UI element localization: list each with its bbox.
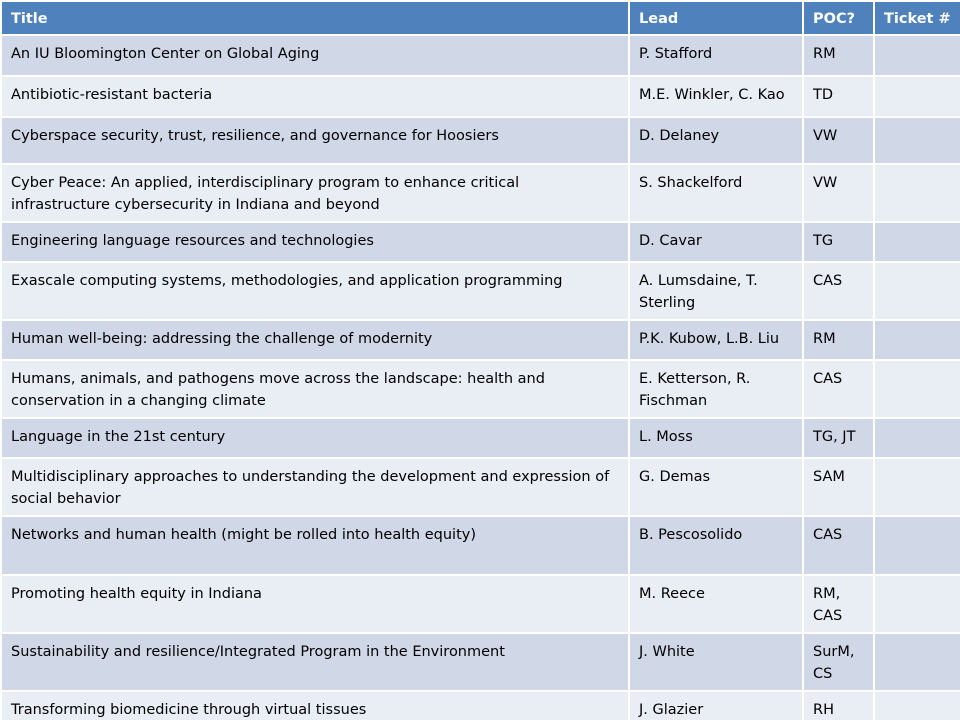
cell-title: Human well-being: addressing the challenge of modernity	[1, 320, 629, 360]
cell-poc: SAM	[803, 458, 874, 516]
table-row	[1, 633, 960, 691]
cell-ticket	[874, 418, 960, 458]
table-row	[1, 320, 960, 360]
cell-ticket	[874, 76, 960, 117]
table-row	[1, 164, 960, 222]
cell-lead: E. Ketterson, R. Fischman	[629, 360, 803, 418]
cell-lead: G. Demas	[629, 458, 803, 516]
table-row	[1, 222, 960, 262]
table-row	[1, 117, 960, 164]
cell-lead: P. Stafford	[629, 35, 803, 76]
cell-lead: D. Cavar	[629, 222, 803, 262]
column-header-lead: Lead	[629, 1, 803, 35]
cell-lead: D. Delaney	[629, 117, 803, 164]
cell-poc: RM	[803, 35, 874, 76]
cell-ticket	[874, 516, 960, 575]
table-row	[1, 458, 960, 516]
cell-lead: P.K. Kubow, L.B. Liu	[629, 320, 803, 360]
cell-title: Multidisciplinary approaches to understanding the development and expression of social behavior	[1, 458, 629, 516]
column-header-title: Title	[1, 1, 629, 35]
cell-ticket	[874, 164, 960, 222]
cell-ticket	[874, 575, 960, 633]
cell-ticket	[874, 262, 960, 320]
cell-title: Networks and human health (might be rolled into health equity)	[1, 516, 629, 575]
cell-ticket	[874, 691, 960, 720]
table-row	[1, 691, 960, 720]
cell-poc: CAS	[803, 262, 874, 320]
cell-lead: M. Reece	[629, 575, 803, 633]
cell-title: Humans, animals, and pathogens move across the landscape: health and conservation in a changing climate	[1, 360, 629, 418]
cell-poc: RM, CAS	[803, 575, 874, 633]
table-row	[1, 35, 960, 76]
cell-title: Sustainability and resilience/Integrated Program in the Environment	[1, 633, 629, 691]
cell-poc: TG	[803, 222, 874, 262]
cell-ticket	[874, 633, 960, 691]
cell-ticket	[874, 35, 960, 76]
cell-poc: CAS	[803, 360, 874, 418]
table-row	[1, 360, 960, 418]
cell-poc: SurM, CS	[803, 633, 874, 691]
cell-lead: S. Shackelford	[629, 164, 803, 222]
cell-ticket	[874, 222, 960, 262]
cell-title: An IU Bloomington Center on Global Aging	[1, 35, 629, 76]
cell-title: Engineering language resources and technologies	[1, 222, 629, 262]
column-header-poc: POC?	[803, 1, 874, 35]
column-header-ticket: Ticket #	[874, 1, 960, 35]
cell-lead: M.E. Winkler, C. Kao	[629, 76, 803, 117]
table-header-row	[1, 1, 960, 35]
cell-poc: RH	[803, 691, 874, 720]
table-row	[1, 575, 960, 633]
cell-poc: CAS	[803, 516, 874, 575]
table-row	[1, 262, 960, 320]
table-row	[1, 516, 960, 575]
cell-lead: B. Pescosolido	[629, 516, 803, 575]
cell-lead: L. Moss	[629, 418, 803, 458]
cell-lead: J. White	[629, 633, 803, 691]
cell-lead: J. Glazier	[629, 691, 803, 720]
cell-title: Language in the 21st century	[1, 418, 629, 458]
cell-lead: A. Lumsdaine, T. Sterling	[629, 262, 803, 320]
cell-poc: RM	[803, 320, 874, 360]
cell-title: Cyber Peace: An applied, interdisciplinary program to enhance critical infrastructure cybersecurity in Indiana and beyond	[1, 164, 629, 222]
table-body	[1, 35, 960, 720]
cell-poc: VW	[803, 117, 874, 164]
cell-poc: TG, JT	[803, 418, 874, 458]
cell-title: Exascale computing systems, methodologies, and application programming	[1, 262, 629, 320]
cell-poc: VW	[803, 164, 874, 222]
cell-title: Cyberspace security, trust, resilience, and governance for Hoosiers	[1, 117, 629, 164]
table-row	[1, 418, 960, 458]
cell-ticket	[874, 458, 960, 516]
cell-ticket	[874, 117, 960, 164]
cell-title: Transforming biomedicine through virtual tissues	[1, 691, 629, 720]
cell-ticket	[874, 360, 960, 418]
cell-title: Antibiotic-resistant bacteria	[1, 76, 629, 117]
cell-poc: TD	[803, 76, 874, 117]
cell-ticket	[874, 320, 960, 360]
cell-title: Promoting health equity in Indiana	[1, 575, 629, 633]
table-row	[1, 76, 960, 117]
